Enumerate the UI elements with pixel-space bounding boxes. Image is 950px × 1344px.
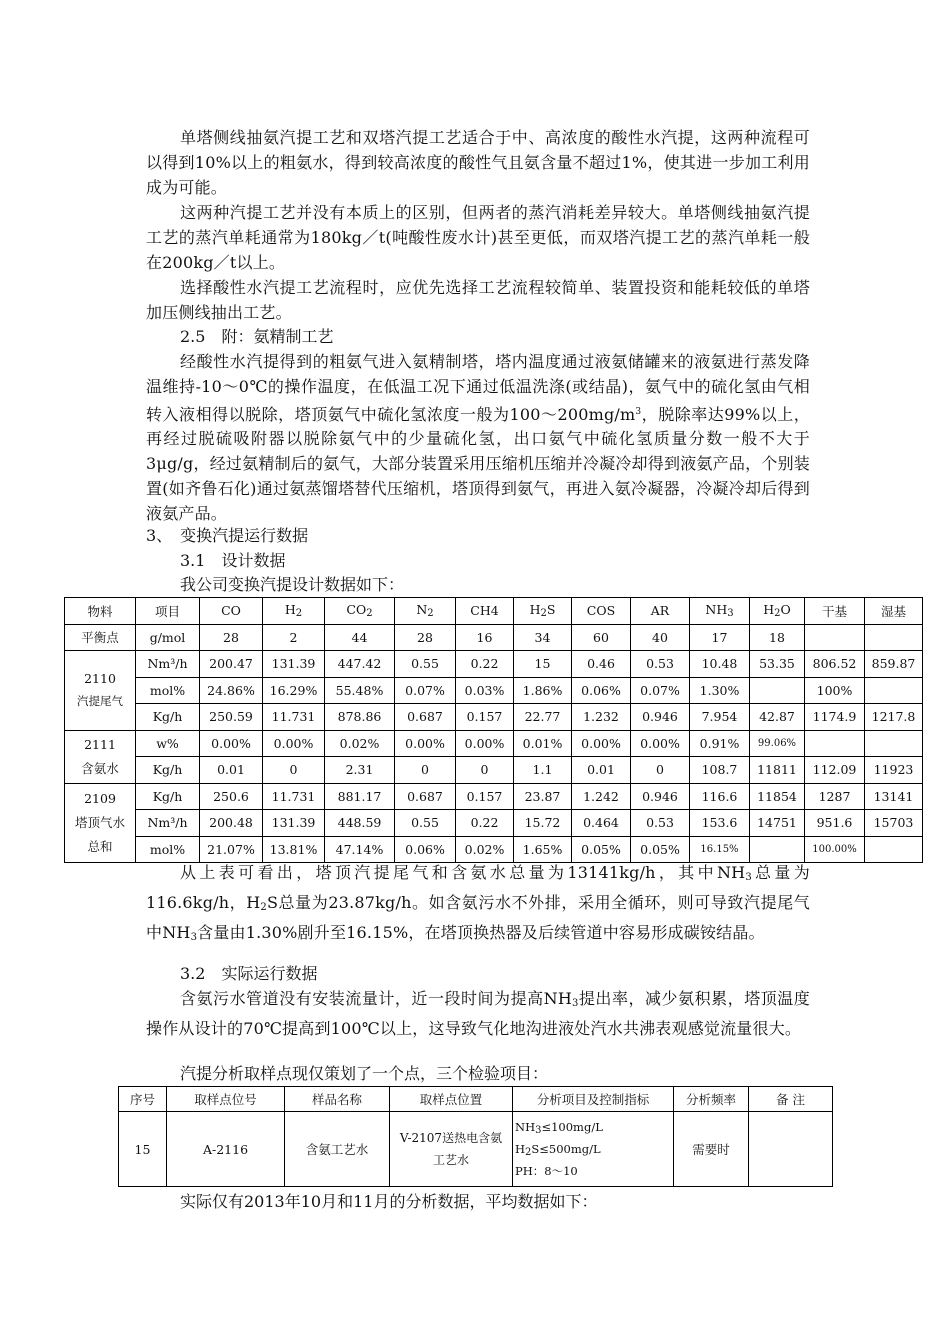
table-row: 2109 塔顶气水 总和 Kg/h 250.6 11.731 881.17 0.687 0.157 23.87 1.242 0.946 116.6 11854 1287 13141 (65, 783, 923, 810)
table-row: 平衡点 g/mol 28 2 44 28 16 34 60 40 17 18 (65, 624, 923, 651)
table-row: Nm³/h 200.48 131.39 448.59 0.55 0.22 15.72 0.464 0.53 153.6 14751 951.6 15703 (65, 810, 923, 837)
sampling-table (118, 1086, 833, 1187)
group-label-2111: 2111 含氨水 (65, 730, 136, 783)
paragraph-steam-consumption: 这两种汽提工艺并没有本质上的区别，但两者的蒸汽消耗差异较大。单塔侧线抽氨汽提工艺的蒸汽单耗通常为180kg／t(吨酸性废水计)甚至更低，而双塔汽提工艺的蒸汽单耗一般在200kg／t以上。 (146, 203, 810, 272)
table-row: Kg/h 0.01 0 2.31 0 0 1.1 0.01 0 108.7 11811 112.09 11923 (65, 757, 923, 784)
paragraph-stripping-processes: 单塔侧线抽氨汽提工艺和双塔汽提工艺适合于中、高浓度的酸性水汽提，这两种流程可以得到10%以上的粗氨水，得到较高浓度的酸性气且氨含量不超过1%，使其进一步加工利用成为可能。 (146, 128, 810, 197)
design-data-intro: 我公司变换汽提设计数据如下： (180, 575, 405, 594)
sampling-intro: 汽提分析取样点现仅策划了一个点，三个检验项目： (180, 1064, 549, 1083)
paragraph-actual-operation: 含氨污水管道没有安装流量计，近一段时间为提高$NH_3$提出率，减少氨积累，塔顶温度操作从设计的70℃提高到100℃以上，这导致气化地沟进液处汽水共沸表观感觉流量很大。 (146, 989, 810, 1038)
paragraph-table-analysis: 从上表可看出，塔顶汽提尾气和含氨水总量为13141kg/h，其中$NH_3$总量为116.6kg/h，$H_2S$总量为23.87kg/h。如含氨污水不外排，采用全循环，则可导致汽提尾气中$NH_3$含量由1.30%剧升至16.15%，在塔顶换热器及后续管道中容易形成碳铵结晶。 (146, 863, 810, 943)
group-label-2109: 2109 塔顶气水 总和 (65, 783, 136, 863)
group-label-2110: 2110 汽提尾气 (65, 651, 136, 731)
table-row: 2111 含氨水 w% 0.00% 0.00% 0.02% 0.00% 0.00% 0.01% 0.00% 0.00% 0.91% 99.06% (65, 730, 923, 757)
table-row: 2110 汽提尾气 Nm³/h 200.47 131.39 447.42 0.55 0.22 15 0.46 0.53 10.48 53.35 806.52 859.87 (65, 651, 923, 678)
table-row: 15 A-2116 含氨工艺水 V-2107送热电含氨 工艺水 $NH_3\le 100mg/L$ $H_2S\le 500mg/L$ PH：8～10 需要时 (119, 1112, 833, 1187)
design-data-table (64, 597, 923, 863)
table-header-row: 序号 取样点位号 样品名称 取样点位置 分析项目及控制指标 分析频率 备 注 (119, 1087, 833, 1112)
average-data-intro: 实际仅有2013年10月和11月的分析数据，平均数据如下： (180, 1192, 598, 1211)
table-row: mol% 21.07% 13.81% 47.14% 0.06% 0.02% 1.65% 0.05% 0.05% 16.15% 100.00% (65, 836, 923, 863)
paragraph-ammonia-refining: 经酸性水汽提得到的粗氨气进入氨精制塔，塔内温度通过液氨储罐来的液氨进行蒸发降温维持-10～0℃的操作温度，在低温工况下通过低温洗涤(或结晶)，氨气中的硫化氢由气相转入液相得以脱除，塔顶氨气中硫化氢浓度一般为$100\sim 200mg/m^3$，脱除率达99%以上，再经过脱硫吸附器以脱除氨气中的少量硫化氢，出口氨气中硫化氢质量分数一般不大于3μg/g，经过氨精制后的氨气，大部分装置采用压缩机压缩并冷凝冷却得到液氨产品，个别装置(如齐鲁石化)通过氨蒸馏塔替代压缩机，塔顶得到氨气，再进入氨冷凝器，冷凝冷却后得到液氨产品。 (146, 352, 811, 523)
heading-2-5: 2.5 附：氨精制工艺 (180, 327, 334, 346)
table-row: mol% 24.86% 16.29% 55.48% 0.07% 0.03% 1.86% 0.06% 0.07% 1.30% 100% (65, 677, 923, 704)
paragraph-process-selection: 选择酸性水汽提工艺流程时，应优先选择工艺流程较简单、装置投资和能耗较低的单塔加压侧线抽出工艺。 (146, 278, 810, 322)
heading-3: 3、 变换汽提运行数据 (146, 526, 309, 545)
heading-3-1: 3.1 设计数据 (180, 551, 286, 570)
table-header-row: 物料 项目 CO $H_2$ $CO_2$ $N_2$ CH4 $H_2S$ COS AR $NH_3$ $H_2O$ 干基 湿基 (65, 598, 923, 625)
table-row: Kg/h 250.59 11.731 878.86 0.687 0.157 22.77 1.232 0.946 7.954 42.87 1174.9 1217.8 (65, 704, 923, 731)
heading-3-2: 3.2 实际运行数据 (180, 964, 318, 983)
